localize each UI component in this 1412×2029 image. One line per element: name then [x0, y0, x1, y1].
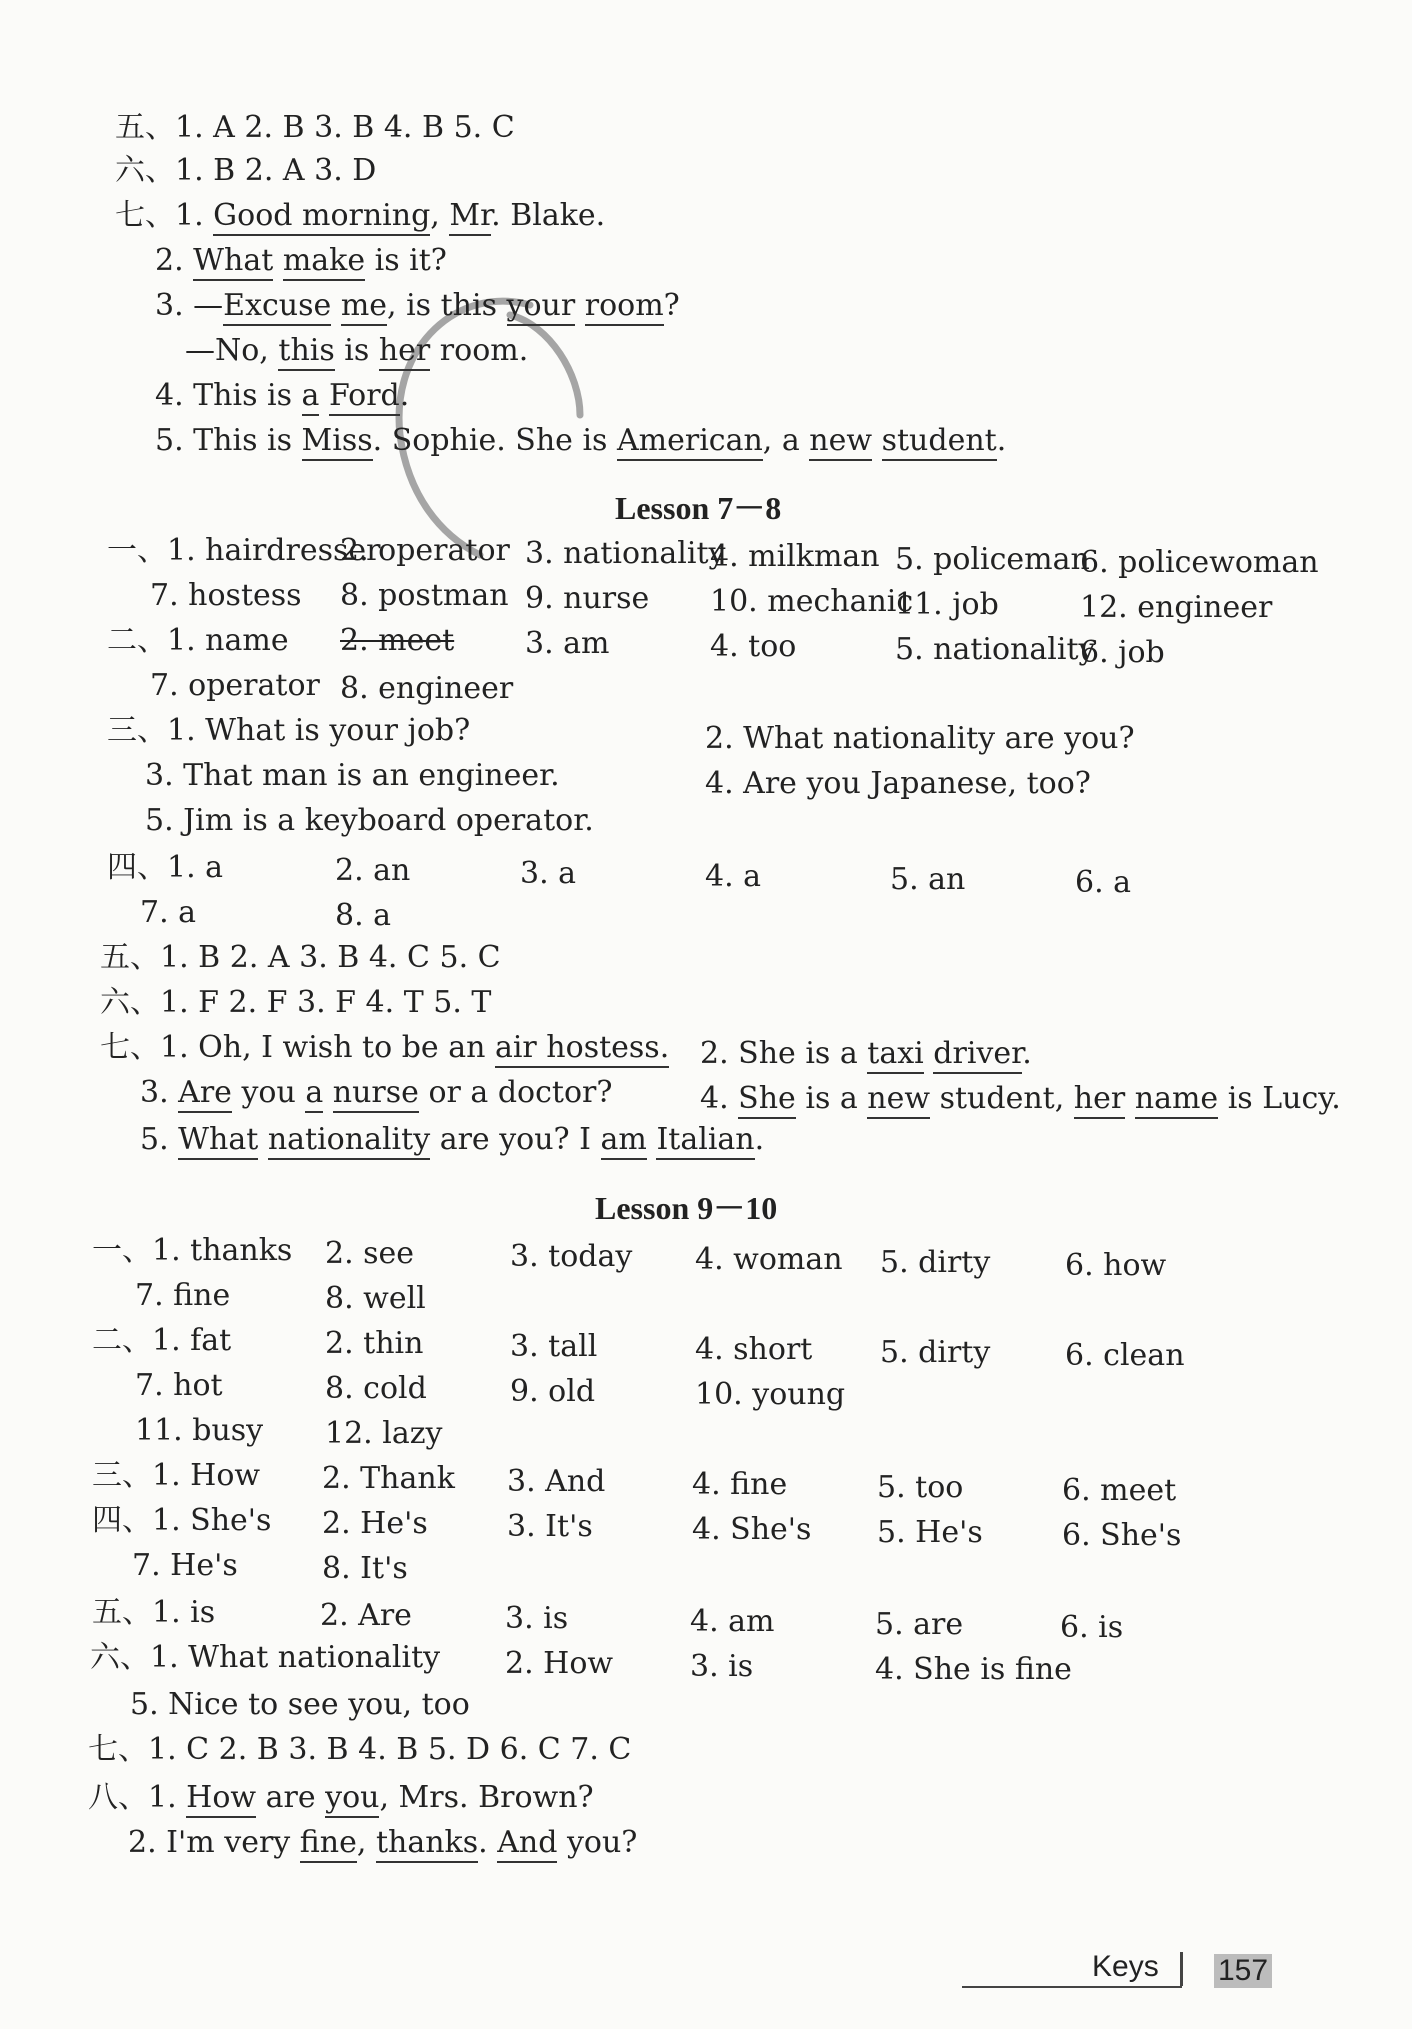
lesson78-section-6: 六、1. F 2. F 3. F 4. T 5. T — [100, 985, 492, 1020]
section-7-line-3: 3. —Excuse me, is this your room? — [155, 288, 680, 324]
answer: 3. nationality — [525, 536, 726, 571]
answer: 11. busy — [135, 1413, 264, 1448]
answer: 3. a — [520, 856, 577, 891]
answer: 四、1. a — [107, 850, 224, 885]
answer: 5. dirty — [880, 1245, 991, 1280]
answer: 4. too — [710, 629, 797, 664]
answer: 四、1. She's — [92, 1503, 272, 1538]
answer: 4. She is fine — [875, 1652, 1072, 1687]
answer: 六、1. What nationality — [90, 1640, 441, 1675]
answer: 6. meet — [1062, 1473, 1177, 1508]
answer: 4. Are you Japanese, too? — [705, 766, 1091, 801]
answer: 2. an — [335, 853, 411, 888]
section-7-line-3b: —No, this is her room. — [185, 333, 528, 369]
answer: 9. old — [510, 1374, 596, 1409]
section-7-line-4: 4. This is a Ford. — [155, 378, 409, 414]
answer: 7. hostess — [150, 578, 302, 613]
answer: 2. see — [325, 1236, 415, 1271]
answer: 2. He's — [322, 1506, 428, 1541]
answer: 6. clean — [1065, 1338, 1185, 1373]
answer: 9. nurse — [525, 581, 650, 616]
section-7-line-2: 2. What make is it? — [155, 243, 447, 279]
answer: 7. operator — [150, 668, 320, 703]
answer: 7. hot — [135, 1368, 223, 1403]
answer: 5. He's — [877, 1515, 983, 1550]
answer: 4. a — [705, 859, 762, 894]
answer: 4. milkman — [710, 539, 880, 574]
answer: 5. an — [890, 862, 966, 897]
answer: 二、1. fat — [92, 1323, 232, 1358]
answer: 5. Jim is a keyboard operator. — [145, 803, 594, 838]
section-7-line-1: 七、1. Good morning, Mr. Blake. — [115, 198, 605, 234]
page-number: 157 — [1214, 1954, 1272, 1988]
answer: 8. cold — [325, 1371, 427, 1406]
answer: 11. job — [895, 587, 999, 622]
answer: 3. That man is an engineer. — [145, 758, 560, 793]
footer-label: Keys — [1092, 1950, 1159, 1983]
lesson78-section-7-line-5: 5. What nationality are you? I am Italian. — [140, 1122, 764, 1158]
answer: 2. Thank — [322, 1461, 455, 1496]
answer: 三、1. What is your job? — [107, 713, 471, 748]
answer: 5. are — [875, 1607, 964, 1642]
lesson910-section-8-line-1: 八、1. How are you, Mrs. Brown? — [88, 1780, 594, 1816]
answer: 3. And — [507, 1464, 606, 1499]
answer: 8. engineer — [340, 671, 514, 706]
answer: 4. She's — [692, 1512, 812, 1547]
answer: 2. What nationality are you? — [705, 721, 1135, 756]
section-6-answers: 六、1. B 2. A 3. D — [115, 153, 377, 188]
answer: 7. He's — [132, 1548, 238, 1583]
answer: 5. nationality — [895, 632, 1096, 667]
answer: 一、1. hairdresser — [107, 533, 381, 568]
answer: 6. how — [1065, 1248, 1167, 1283]
lesson-7-8-heading: Lesson 7－8 — [615, 490, 782, 526]
answer: 12. engineer — [1080, 590, 1273, 625]
answer: 4. woman — [695, 1242, 843, 1277]
answer: 4. am — [690, 1604, 775, 1639]
answer: 三、1. How — [92, 1458, 261, 1493]
answer: 3. am — [525, 626, 610, 661]
answer: 五、1. is — [92, 1595, 216, 1630]
section-7-line-5: 5. This is Miss. Sophie. She is American, a new student. — [155, 423, 1006, 459]
answer: 2. Are — [320, 1598, 412, 1633]
answer: 3. tall — [510, 1329, 598, 1364]
answer: 7. fine — [135, 1278, 231, 1313]
answer: 6. is — [1060, 1610, 1124, 1645]
footer-divider — [1180, 1952, 1183, 1986]
answer: 8. well — [325, 1281, 426, 1316]
lesson78-section-7-line-3: 3. Are you a nurse or a doctor? — [140, 1075, 612, 1111]
answer: 3. It's — [507, 1509, 593, 1544]
answer: 4. short — [695, 1332, 813, 1367]
lesson78-section-7-line-2: 2. She is a taxi driver. — [700, 1036, 1032, 1072]
answer: 7. a — [140, 895, 197, 930]
answer: 5. too — [877, 1470, 964, 1505]
answer: 10. mechanic — [710, 584, 914, 619]
answer: 5. dirty — [880, 1335, 991, 1370]
answer: 2. thin — [325, 1326, 424, 1361]
answer: 6. a — [1075, 865, 1132, 900]
section-5-answers: 五、1. A 2. B 3. B 4. B 5. C — [115, 110, 515, 145]
answer: 5. Nice to see you, too — [130, 1687, 470, 1722]
answer: 10. young — [695, 1377, 846, 1412]
answer: 6. job — [1080, 635, 1165, 670]
lesson-9-10-heading: Lesson 9－10 — [595, 1190, 778, 1226]
answer: 12. lazy — [325, 1416, 443, 1451]
answer: 4. fine — [692, 1467, 788, 1502]
lesson78-section-7-line-1: 七、1. Oh, I wish to be an air hostess. — [100, 1030, 669, 1066]
lesson78-section-5: 五、1. B 2. A 3. B 4. C 5. C — [100, 940, 501, 975]
answer: 6. policewoman — [1080, 545, 1319, 580]
lesson910-section-8-line-2: 2. I'm very fine, thanks. And you? — [128, 1825, 637, 1861]
answer: 二、1. name — [107, 623, 289, 658]
lesson910-section-7: 七、1. C 2. B 3. B 4. B 5. D 6. C 7. C — [88, 1732, 632, 1767]
answer: 5. policeman — [895, 542, 1090, 577]
answer: 8. postman — [340, 578, 509, 613]
answer: 6. She's — [1062, 1518, 1182, 1553]
lesson78-section-7-line-4: 4. She is a new student, her name is Lucy. — [700, 1081, 1341, 1117]
answer: 3. is — [690, 1649, 754, 1684]
answer: 3. today — [510, 1239, 633, 1274]
answer: 2. meet — [340, 623, 455, 658]
answer: 3. is — [505, 1601, 569, 1636]
answer: 2. operator — [340, 533, 510, 568]
answer: 8. a — [335, 898, 392, 933]
answer: 2. How — [505, 1646, 614, 1681]
answer: 一、1. thanks — [92, 1233, 293, 1268]
footer-rule — [962, 1986, 1182, 1988]
answer: 8. It's — [322, 1551, 408, 1586]
